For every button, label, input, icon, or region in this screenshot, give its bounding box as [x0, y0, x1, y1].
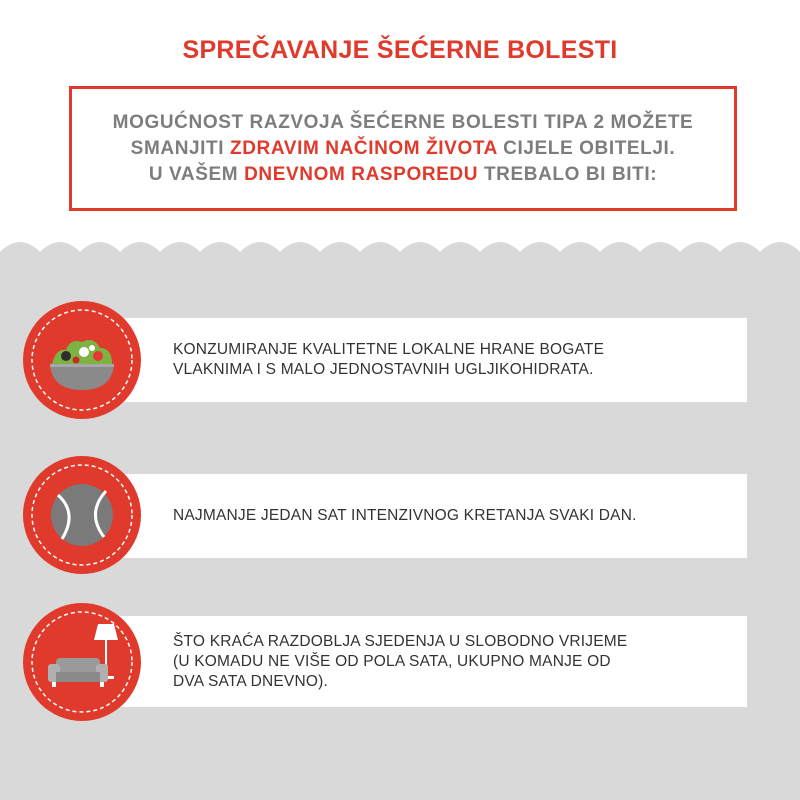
highlight-daily-schedule: DNEVNOM RASPOREDU	[244, 163, 479, 185]
tennis-ball-icon	[22, 455, 142, 575]
item-text-line: NAJMANJE JEDAN SAT INTENZIVNOG KRETANJA SVAKI DAN.	[173, 507, 637, 524]
item-text-line: DVA SATA DNEVNO).	[173, 672, 328, 690]
intro-line-1: MOGUĆNOST RAZVOJA ŠEĆERNE BOLESTI TIPA 2 MOŽETE	[112, 111, 694, 133]
intro-line-3: U VAŠEM DNEVNOM RASPOREDU TREBALO BI BITI:	[148, 163, 658, 185]
item-card-exercise	[100, 474, 747, 558]
highlight-healthy-lifestyle: ZDRAVIM NAČINOM ŽIVOTA	[230, 137, 498, 159]
intro-line-2: SMANJITI ZDRAVIM NAČINOM ŽIVOTA CIJELE OBITELJI.	[130, 137, 676, 159]
item-card-food	[100, 318, 747, 402]
sofa-lamp-icon	[22, 602, 142, 722]
page-title: SPREČAVANJE ŠEĆERNE BOLESTI	[182, 36, 618, 64]
intro-box	[69, 86, 737, 211]
item-text-line: VLAKNIMA I S MALO JEDNOSTAVNIH UGLJIKOHIDRATA.	[173, 361, 594, 378]
item-text-line: ŠTO KRAĆA RAZDOBLJA SJEDENJA U SLOBODNO VRIJEME	[173, 632, 628, 650]
salad-bowl-icon	[22, 300, 142, 420]
scallop-edge	[0, 228, 800, 272]
item-text-line: KONZUMIRANJE KVALITETNE LOKALNE HRANE BOGATE	[173, 341, 605, 358]
item-card-sitting	[100, 616, 747, 707]
item-text-line: (U KOMADU NE VIŠE OD POLA SATA, UKUPNO MANJE OD	[173, 652, 611, 670]
